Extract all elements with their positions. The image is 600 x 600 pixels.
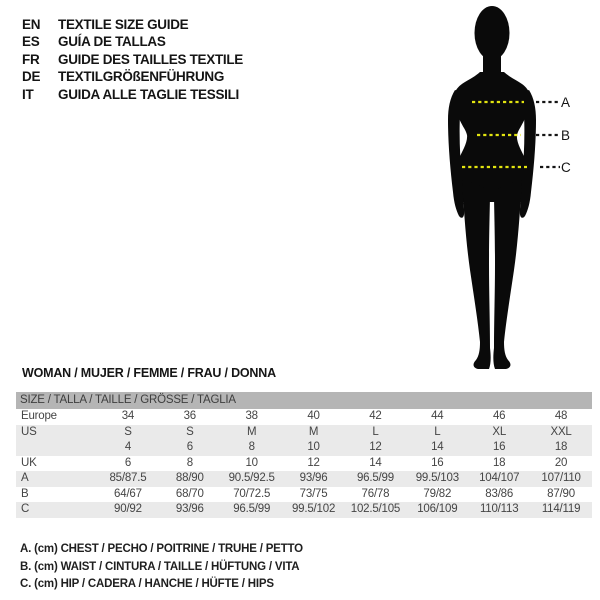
table-cell: 87/90 [547, 487, 575, 500]
table-cell: 96.5/99 [233, 503, 271, 515]
table-cell: M [246, 425, 257, 438]
table-row [16, 502, 592, 518]
row-label: A [21, 472, 29, 484]
table-cell: 14 [431, 441, 444, 453]
table-cell: 42 [369, 410, 382, 422]
table-cell: 10 [245, 456, 258, 469]
table-row [16, 425, 592, 441]
table-cell: 40 [307, 410, 320, 422]
row-label: B [21, 487, 29, 500]
table-cell: 34 [121, 410, 135, 422]
table-cell: 16 [492, 441, 506, 453]
table-cell: L [372, 425, 379, 438]
row-label: C [21, 503, 30, 515]
language-label: GUIDE DES TAILLES TEXTILE [58, 51, 244, 67]
table-cell: 64/67 [114, 487, 142, 500]
language-code: DE [22, 69, 41, 85]
table-row [16, 409, 592, 425]
language-label: TEXTILE SIZE GUIDE [58, 17, 189, 32]
table-cell: 83/86 [485, 487, 514, 500]
language-code: ES [22, 34, 40, 50]
table-row [16, 471, 592, 487]
table-cell: 46 [492, 410, 506, 422]
table-cell: 96.5/99 [356, 472, 394, 484]
language-row [22, 68, 243, 85]
table-cell: 93/96 [175, 503, 204, 515]
table-cell: 4 [124, 441, 132, 453]
table-cell: 20 [554, 456, 568, 469]
language-list [22, 16, 243, 103]
table-cell: XL [492, 425, 507, 438]
table-cell: 68/70 [175, 487, 204, 500]
table-cell: M [308, 425, 319, 438]
language-label: GUIDA ALLE TAGLIE TESSILI [58, 86, 239, 102]
table-row [16, 440, 592, 456]
size-table-body [16, 409, 592, 518]
row-label: UK [21, 456, 37, 469]
language-code: FR [22, 51, 40, 67]
language-code: EN [22, 17, 41, 32]
table-cell: 18 [554, 441, 568, 453]
measurement-legend [20, 541, 303, 594]
table-row [16, 487, 592, 503]
table-cell: 14 [369, 456, 382, 469]
language-row [22, 33, 243, 50]
table-cell: 114/119 [541, 503, 581, 515]
table-cell: 110/113 [479, 503, 519, 515]
table-cell: 8 [248, 441, 255, 453]
measure-letter-b: B [561, 128, 571, 143]
legend-line: B. (cm) WAIST / CINTURA / TAILLE / HÜFTUNG / VITA [20, 560, 300, 573]
table-cell: 38 [245, 410, 258, 422]
measure-letter-a: A [561, 95, 571, 110]
table-cell: 6 [124, 456, 132, 469]
table-cell: 90/92 [114, 503, 142, 515]
table-cell: 99.5/103 [415, 472, 459, 484]
table-cell: 36 [183, 410, 197, 422]
legend-line: C. (cm) HIP / CADERA / HANCHE / HÜFTE / HIPS [20, 578, 274, 591]
section-title: WOMAN / MUJER / FEMME / FRAU / DONNA [22, 366, 276, 380]
table-cell: L [434, 425, 441, 438]
measure-letter-c: C [561, 160, 571, 175]
table-cell: 8 [186, 456, 193, 469]
table-cell: 16 [431, 456, 444, 469]
language-code: IT [22, 86, 34, 102]
language-row [22, 86, 243, 103]
row-label: US [21, 425, 37, 438]
table-row [16, 456, 592, 472]
table-cell: 90.5/92.5 [228, 472, 275, 484]
language-row [22, 51, 243, 68]
table-cell: 76/78 [361, 487, 390, 500]
table-cell: 70/72.5 [233, 487, 271, 500]
table-cell: XXL [550, 425, 572, 438]
table-cell: 99.5/102 [291, 503, 336, 515]
table-cell: 85/87.5 [109, 472, 147, 484]
row-label: Europe [21, 410, 57, 422]
table-cell: 73/75 [299, 487, 328, 500]
table-cell: 104/107 [479, 472, 520, 484]
table-cell: 107/110 [541, 472, 581, 484]
table-cell: 12 [369, 441, 382, 453]
table-cell: 48 [554, 410, 568, 422]
table-cell: 12 [307, 456, 320, 469]
woman-silhouette [420, 2, 580, 377]
language-row [22, 16, 243, 33]
language-label: TEXTILGRÖßENFÜHRUNG [58, 69, 225, 85]
silhouette-shape [448, 6, 536, 369]
table-cell: 6 [186, 441, 193, 453]
table-cell: 79/82 [423, 487, 452, 500]
table-cell: 18 [492, 456, 506, 469]
table-cell: 93/96 [299, 472, 328, 484]
table-cell: 44 [431, 410, 444, 422]
table-cell: S [186, 425, 194, 438]
size-table [16, 392, 592, 518]
table-cell: 102.5/105 [350, 503, 401, 515]
size-table-header: SIZE / TALLA / TAILLE / GRÖSSE / TAGLIA [16, 392, 592, 409]
legend-line: A. (cm) CHEST / PECHO / POITRINE / TRUHE / PETTO [20, 543, 303, 555]
table-cell: S [124, 425, 132, 438]
table-cell: 10 [307, 441, 320, 453]
language-label: GUÍA DE TALLAS [58, 34, 166, 50]
table-cell: 88/90 [175, 472, 204, 484]
table-cell: 106/109 [417, 503, 458, 515]
